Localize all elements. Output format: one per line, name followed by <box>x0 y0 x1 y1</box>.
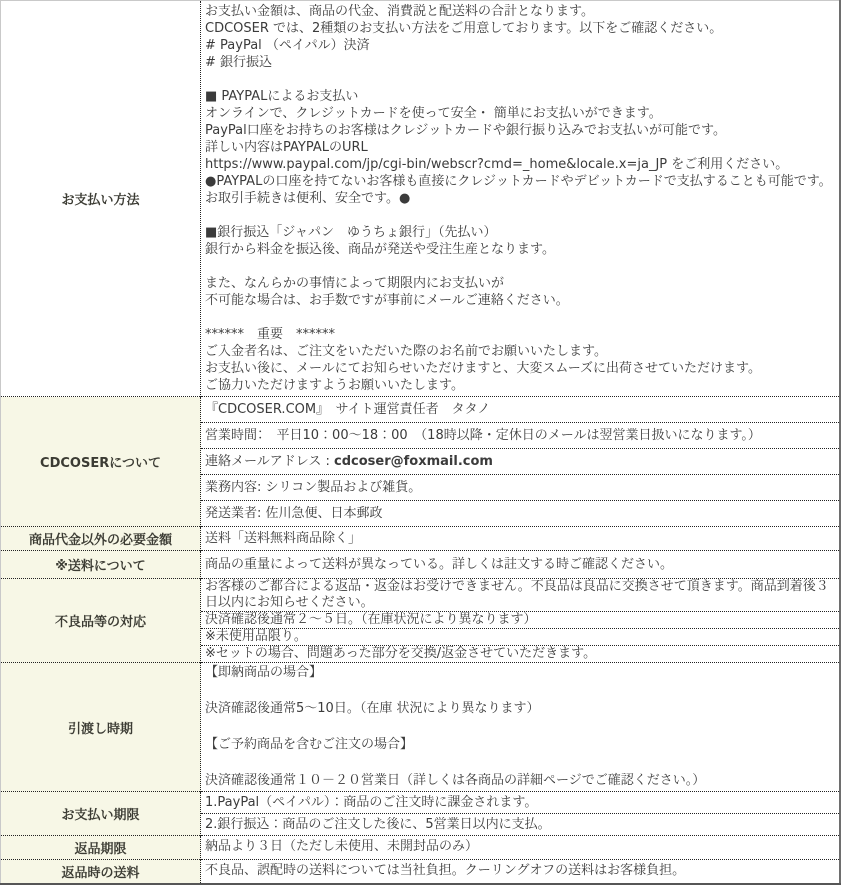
content-cell <box>201 860 839 881</box>
content-cell <box>201 792 839 813</box>
table-row <box>1 836 841 860</box>
text-line: 1.PayPal（ペイパル）：商品のご注文時に課金されます。 <box>205 795 538 810</box>
text-line: オンラインで、クレジットカードを使って安全・ 簡単にお支払いができます。 <box>205 106 662 121</box>
blank-line <box>205 309 835 326</box>
text-line <box>205 453 835 470</box>
shop-info-table-body <box>1 1 841 885</box>
blank-line <box>205 207 835 224</box>
text-line: ※セットの場合、問題あった部分を交換/返金させていただきます。 <box>205 646 597 661</box>
row-content <box>201 792 841 836</box>
row-content <box>201 836 841 860</box>
content-cell <box>201 448 839 474</box>
content-cell <box>201 645 839 662</box>
text-line: 【ご予約商品を含むご注文の場合】 <box>205 737 414 752</box>
text-line: お支払い金額は、商品の代金、消費説と配送料の合計となります。 <box>205 4 594 19</box>
row-header: 不良品等の対応 <box>1 579 201 663</box>
text-line: https://www.paypal.com/jp/cgi-bin/webscr?cmd=_home&locale.x=ja_JP をご利用ください。 <box>205 157 789 172</box>
text-line: ■ PAYPALによるお支払い <box>205 89 359 104</box>
row-header: 商品代金以外の必要金額 <box>1 527 201 551</box>
row-content <box>201 579 841 663</box>
row-content <box>201 551 841 579</box>
text-line: ご協力いただけますようお願いいたします。 <box>205 378 464 393</box>
content-cell <box>201 397 839 422</box>
row-header: 引渡し時期 <box>1 663 201 792</box>
content-cell <box>201 551 839 578</box>
table-row <box>1 860 841 885</box>
text-line: 営業時間： 平日10：00～18：00 （18時以降・定休日のメールは翌営業日扱いになります。） <box>205 428 761 443</box>
table-row <box>1 527 841 551</box>
content-cell <box>201 527 839 550</box>
row-header: 返品期限 <box>1 836 201 860</box>
text-line: ■銀行振込「ジャパン ゆうちょ銀行」（先払い） <box>205 225 497 240</box>
text-line: ※未使用品限り。 <box>205 629 307 644</box>
content-cell <box>201 500 839 526</box>
text-line: ●PAYPALの口座を持てないお客様も直接にクレジットカードやデビットカードで支払することも可能です。 <box>205 174 832 189</box>
blank-line <box>205 718 835 736</box>
row-content <box>201 527 841 551</box>
text-line: 【即納商品の場合】 <box>205 665 323 680</box>
content-cell <box>201 813 839 835</box>
blank-line <box>205 754 835 772</box>
text-line: お客様のご都合による返品・返金はお受けできません。不良品は良品に交換させて頂きます。商品到着後３日以内にお知らせください。 <box>205 579 829 610</box>
text-line: ご入金者名は、ご注文をいただいた際のお名前でお願いいたします。 <box>205 344 607 359</box>
content-cell <box>201 663 839 791</box>
text-line: 決済確認後通常5～10日。（在庫 状況により異なります） <box>205 701 540 716</box>
row-content <box>201 1 841 397</box>
content-cell <box>201 1 839 396</box>
table-row <box>1 397 841 527</box>
text-line: お取引手続きは便利、安全です。● <box>205 191 411 206</box>
blank-line <box>205 258 835 275</box>
text-line: 2.銀行振込：商品のご注文した後に、5営業日以内に支払。 <box>205 817 551 832</box>
content-cell <box>201 836 839 857</box>
table-row <box>1 1 841 397</box>
blank-line <box>205 71 835 88</box>
text-line: 商品の重量によって送料が異なっている。詳しくは註文する時ご確認ください。 <box>205 557 674 572</box>
row-header: 返品時の送料 <box>1 860 201 885</box>
row-content <box>201 397 841 527</box>
table-row <box>1 663 841 792</box>
text-label: 連絡メールアドレス : <box>205 454 334 469</box>
content-cell <box>201 611 839 628</box>
content-cell <box>201 579 839 611</box>
content-cell <box>201 474 839 500</box>
text-line: 『CDCOSER.COM』 サイト運営責任者 タタノ <box>205 402 491 417</box>
text-line: 送料「送料無料商品除く」 <box>205 531 362 546</box>
text-line: 不良品、誤配時の送料については当社負担。クーリングオフの送料はお客様負担。 <box>205 863 686 878</box>
text-line: 発送業者: 佐川急便、日本郵政 <box>205 506 383 521</box>
row-header: お支払い期限 <box>1 792 201 836</box>
text-line: PayPal口座をお持ちのお客様はクレジットカードや銀行振り込みでお支払いが可能です。 <box>205 123 726 138</box>
text-line: また、なんらかの事情によって期限内にお支払いが <box>205 276 505 291</box>
text-line: ****** 重要 ****** <box>205 327 336 342</box>
text-line: # PayPal （ペイパル）決済 <box>205 38 370 53</box>
content-cell <box>201 422 839 448</box>
text-line: 業務内容: シリコン製品および雑貨。 <box>205 480 422 495</box>
text-line: 不可能な場合は、お手数ですが事前にメールご連絡ください。 <box>205 293 569 308</box>
row-header: ※送料について <box>1 551 201 579</box>
table-row <box>1 579 841 663</box>
text-line: 納品より３日（ただし未使用、未開封品のみ） <box>205 839 479 854</box>
text-line: 詳しい内容はPAYPALのURL <box>205 140 368 155</box>
blank-line <box>205 682 835 700</box>
row-content <box>201 860 841 885</box>
row-content <box>201 663 841 792</box>
text-line: CDCOSER では、2種類のお支払い方法をご用意しております。以下をご確認ください。 <box>205 21 723 36</box>
table-row <box>1 551 841 579</box>
table-row <box>1 792 841 836</box>
contact-email: cdcoser@foxmail.com <box>334 454 493 469</box>
row-header: お支払い方法 <box>1 1 201 397</box>
content-cell <box>201 628 839 645</box>
row-header: CDCOSERについて <box>1 397 201 527</box>
text-line: 決済確認後通常１０－２０営業日（詳しくは各商品の詳細ページでご確認ください。） <box>205 773 706 788</box>
text-line: # 銀行振込 <box>205 55 273 70</box>
text-line: 銀行から料金を振込後、商品が発送や受注生産となります。 <box>205 242 555 257</box>
text-line: 決済確認後通常２～５日。（在庫状況により異なります） <box>205 612 537 627</box>
text-line: お支払い後に、メールにてお知らせいただけますと、大変スムーズに出荷させていただけます。 <box>205 361 762 376</box>
